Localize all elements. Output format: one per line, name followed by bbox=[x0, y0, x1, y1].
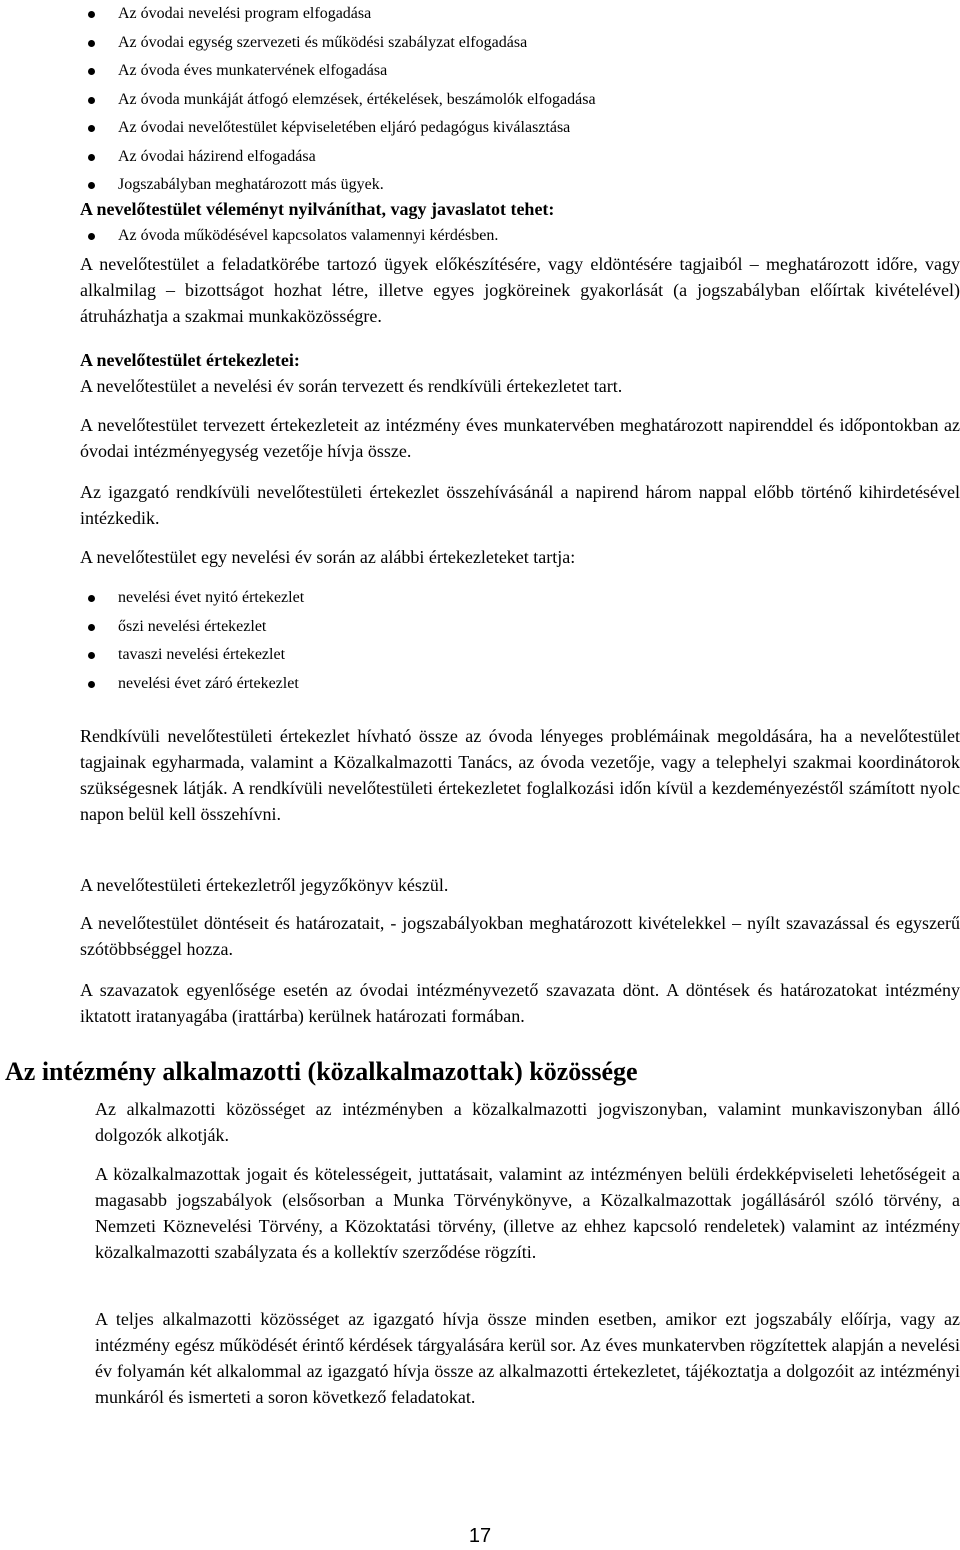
bullet-icon bbox=[88, 182, 95, 189]
section-title: Az intézmény alkalmazotti (közalkalmazottak) közössége bbox=[5, 1057, 638, 1086]
bullet-icon bbox=[88, 624, 95, 631]
staff-paragraph-1: Az alkalmazotti közösséget az intézményben a közalkalmazotti jogviszonyban, valamint munkaviszonyban álló dolgozók alkotják. bbox=[95, 1099, 960, 1145]
list-item: Az óvoda munkáját átfogó elemzések, értékelések, beszámolók elfogadása bbox=[80, 86, 960, 115]
list-item: Az óvodai házirend elfogadása bbox=[80, 143, 960, 172]
bullet-icon bbox=[88, 68, 95, 75]
meetings-list bbox=[80, 584, 960, 698]
extraordinary-call-paragraph: Az igazgató rendkívüli nevelőtestületi értekezlet összehívásánál a napirend három nappal előbb történő kihirdetésével intézkedik. bbox=[80, 482, 960, 528]
opinion-heading: A nevelőtestület véleményt nyilváníthat, vagy javaslatot tehet: bbox=[80, 199, 555, 219]
list-item: Az óvoda működésével kapcsolatos valamennyi kérdésben. bbox=[80, 222, 960, 251]
bullet-icon bbox=[88, 595, 95, 602]
list-item: őszi nevelési értekezlet bbox=[80, 613, 960, 642]
staff-paragraph-2: A közalkalmazottak jogait és kötelességeit, juttatásait, valamint az intézményen belüli érdekképviseleti lehetőségeit a magasabb jogszabályok (elsősorban a Munka Törvénykönyve, a Közalkalmazottak jogállásáról szóló törvény, a Nemzeti Köznevelési Törvény, a Közoktatási törvény, (illetve az ehhez kapcsoló rendeletek) valamint az intézmény közalkalmazotti szabályzata és a kollektív szerződése rögzíti. bbox=[95, 1164, 960, 1262]
extraordinary-meeting-paragraph: Rendkívüli nevelőtestületi értekezlet hívható össze az óvoda lényeges problémáinak megoldására, ha a nevelőtestület tagjainak egyharmada, valamint a Közalkalmazotti Tanács, az óvoda vezetője, vagy a telephelyi szakmai koordinátorok szükségesnek látják. A rendkívüli nevelőtestületi értekezletet foglalkozási időn kívül a kezdeményezéstől számított nyolc napon belül kell összehívni. bbox=[80, 726, 960, 824]
list-item: nevelési évet nyitó értekezlet bbox=[80, 584, 960, 613]
list-item: Jogszabályban meghatározott más ügyek. bbox=[80, 171, 960, 200]
meetings-heading: A nevelőtestület értekezletei: bbox=[80, 350, 300, 370]
bullet-icon bbox=[88, 11, 95, 18]
list-item: tavaszi nevelési értekezlet bbox=[80, 641, 960, 670]
bullet-icon bbox=[88, 681, 95, 688]
page-number: 17 bbox=[468, 1525, 492, 1547]
list-item: Az óvodai nevelési program elfogadása bbox=[80, 0, 960, 29]
bullet-icon bbox=[88, 40, 95, 47]
decisions-paragraph: A nevelőtestület döntéseit és határozatait, - jogszabályokban meghatározott kivételekkel – nyílt szavazással és egyszerű szótöbbséggel hozza. bbox=[80, 913, 960, 959]
meetings-intro-paragraph: A nevelőtestület a nevelési év során tervezett és rendkívüli értekezletet tart. bbox=[80, 376, 623, 396]
delegation-paragraph: A nevelőtestület a feladatkörébe tartozó ügyek előkészítésére, vagy eldöntésére tagjaiból – meghatározott időre, vagy alkalmilag – bizottságot hozhat létre, illetve egyes jogköreinek gyakorlását (a jogszabályban előírtak kivételével) átruházhatja a szakmai munkaközösségre. bbox=[80, 254, 960, 326]
list-item: Az óvoda éves munkatervének elfogadása bbox=[80, 57, 960, 86]
bullet-icon bbox=[88, 652, 95, 659]
bullet-icon bbox=[88, 154, 95, 161]
planned-meetings-paragraph: A nevelőtestület tervezett értekezleteit az intézmény éves munkatervében meghatározott napirenddel és időpontokban az óvodai intézményegység vezetője hívja össze. bbox=[80, 415, 960, 461]
bullet-icon bbox=[88, 125, 95, 132]
bullet-icon bbox=[88, 233, 95, 240]
tie-vote-paragraph: A szavazatok egyenlősége esetén az óvodai intézményvezető szavazata dönt. A döntések és határozatokat intézmény iktatott iratanyagába (irattárba) kerülnek határozati formában. bbox=[80, 980, 960, 1026]
staff-paragraph-3: A teljes alkalmazotti közösséget az igazgató hívja össze minden esetben, amikor ezt jogszabály előírja, vagy az intézmény egész működését érintő kérdések tárgyalására kerül sor. Az éves munkatervben rögzítettek alapján a nevelési év folyamán két alkalommal az igazgató hívja össze az alkalmazotti értekezletet, tájékoztatja a dolgozóit az intézményi munkáról és ismerteti a soron következő feladatokat. bbox=[95, 1309, 960, 1407]
minutes-paragraph: A nevelőtestületi értekezletről jegyzőkönyv készül. bbox=[80, 875, 449, 895]
list-item: Az óvodai egység szervezeti és működési szabályzat elfogadása bbox=[80, 29, 960, 58]
opinion-list bbox=[80, 222, 960, 251]
bullet-icon bbox=[88, 97, 95, 104]
responsibilities-list bbox=[80, 0, 960, 200]
list-item: Az óvodai nevelőtestület képviseletében eljáró pedagógus kiválasztása bbox=[80, 114, 960, 143]
meetings-list-intro: A nevelőtestület egy nevelési év során az alábbi értekezleteket tartja: bbox=[80, 547, 576, 567]
list-item: nevelési évet záró értekezlet bbox=[80, 670, 960, 699]
